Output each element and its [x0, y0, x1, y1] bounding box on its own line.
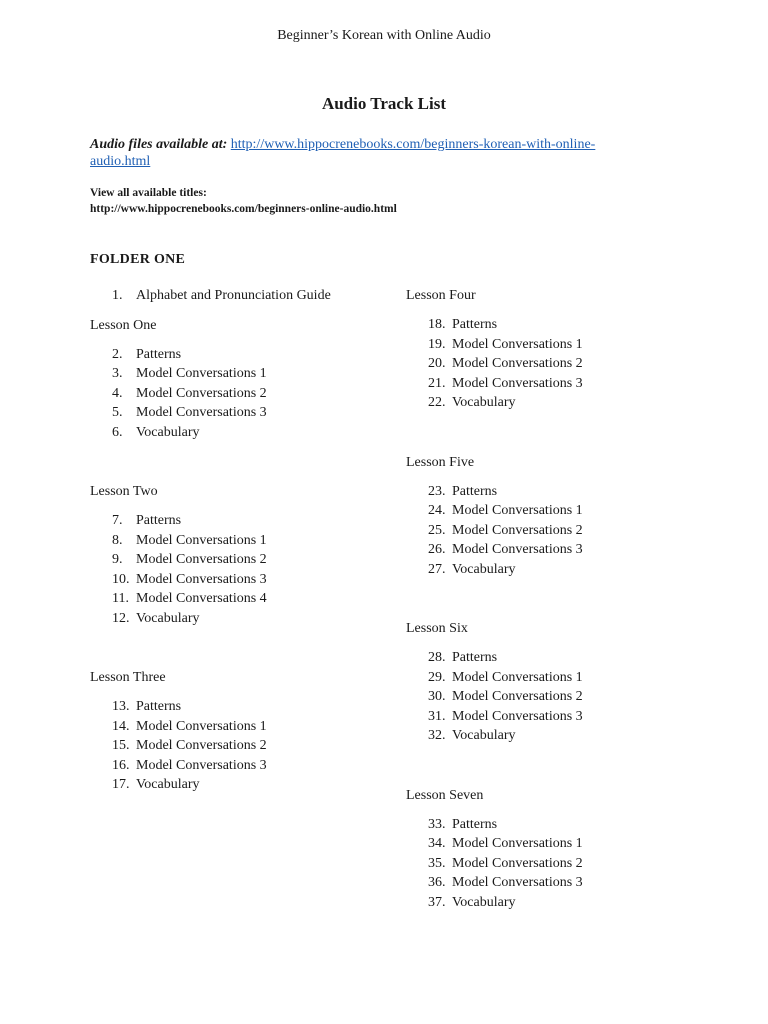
lesson-heading: Lesson Seven [406, 787, 484, 803]
track-item[interactable] [428, 393, 706, 413]
lesson-heading: Lesson Six [406, 621, 468, 636]
lesson-six [406, 619, 706, 746]
track-number: 6. [112, 424, 123, 440]
track-item[interactable] [428, 668, 706, 688]
track-number: 13. [112, 699, 130, 714]
track-item[interactable] [428, 854, 706, 874]
track-label: Model Conversations 3 [452, 542, 583, 557]
track-label: Patterns [452, 650, 498, 665]
track-label: Patterns [452, 816, 498, 832]
track-number: 11. [112, 591, 129, 606]
track-number: 23. [428, 483, 446, 499]
track-number: 33. [428, 816, 446, 832]
track-item[interactable] [112, 384, 390, 404]
available-titles-block [90, 185, 650, 217]
track-number: 12. [112, 610, 130, 626]
track-item[interactable] [428, 560, 706, 580]
track-label: Patterns [136, 346, 182, 362]
track-label: Patterns [136, 699, 182, 714]
track-item[interactable] [112, 345, 390, 365]
track-label: Model Conversations 2 [452, 356, 583, 371]
track-number: 4. [112, 385, 123, 401]
track-item[interactable] [428, 335, 706, 355]
track-label: Patterns [136, 513, 182, 528]
track-label: Alphabet and Pronunciation Guide [136, 288, 331, 303]
track-number: 17. [112, 777, 130, 792]
track-label: Patterns [452, 483, 498, 499]
track-item[interactable] [112, 775, 390, 795]
track-item[interactable] [112, 531, 390, 551]
track-label: Model Conversations 2 [136, 738, 267, 753]
available-titles-url: http://www.hippocrenebooks.com/beginners-online-audio.html [90, 203, 397, 215]
track-item[interactable] [428, 482, 706, 502]
track-label: Model Conversations 2 [136, 552, 267, 567]
lesson-three [90, 668, 390, 795]
track-label: Model Conversations 2 [452, 522, 583, 538]
track-number: 27. [428, 561, 446, 577]
track-label: Vocabulary [136, 424, 200, 440]
audio-files-link[interactable]: http://www.hippocrenebooks.com/beginners-korean-with-online-audio.html [90, 137, 596, 169]
track-item[interactable] [112, 511, 390, 531]
track-item[interactable] [428, 540, 706, 560]
track-label: Model Conversations 1 [452, 503, 583, 518]
track-item[interactable] [428, 315, 706, 335]
track-item[interactable] [112, 717, 390, 737]
track-item[interactable] [428, 893, 706, 913]
track-number: 7. [112, 513, 123, 528]
track-label: Vocabulary [452, 894, 516, 910]
lesson-heading: Lesson Four [406, 288, 476, 303]
track-item[interactable] [112, 756, 390, 776]
track-item[interactable] [112, 364, 390, 384]
running-header: Beginner’s Korean with Online Audio [277, 28, 491, 43]
track-number: 31. [428, 708, 446, 724]
track-item[interactable] [112, 286, 390, 306]
track-number: 28. [428, 650, 446, 665]
track-label: Vocabulary [452, 395, 516, 410]
track-number: 25. [428, 522, 446, 538]
track-label: Vocabulary [452, 728, 516, 743]
track-item[interactable] [428, 707, 706, 727]
track-item[interactable] [112, 609, 390, 629]
track-number: 1. [112, 288, 123, 303]
track-item[interactable] [428, 501, 706, 521]
track-label: Model Conversations 1 [136, 718, 267, 734]
track-label: Model Conversations 1 [136, 366, 267, 381]
track-label: Vocabulary [452, 561, 516, 577]
track-number: 34. [428, 836, 446, 851]
track-number: 35. [428, 855, 446, 871]
track-label: Model Conversations 2 [452, 855, 583, 871]
track-number: 21. [428, 375, 446, 391]
track-label: Vocabulary [136, 610, 200, 626]
track-label: Model Conversations 1 [452, 669, 583, 685]
track-item[interactable] [112, 403, 390, 423]
right-column [406, 286, 706, 912]
track-item[interactable] [428, 648, 706, 668]
lesson-seven [406, 786, 706, 913]
track-number: 16. [112, 757, 130, 773]
track-number: 19. [428, 336, 446, 352]
track-item[interactable] [428, 374, 706, 394]
track-item[interactable] [428, 354, 706, 374]
track-label: Model Conversations 3 [136, 405, 267, 420]
lesson-heading: Lesson Five [406, 454, 475, 470]
track-number: 20. [428, 356, 446, 371]
track-number: 29. [428, 669, 446, 685]
track-item[interactable] [428, 834, 706, 854]
track-item[interactable] [428, 521, 706, 541]
track-number: 15. [112, 738, 130, 753]
track-number: 8. [112, 532, 123, 548]
track-label: Model Conversations 3 [136, 757, 267, 773]
track-label: Model Conversations 3 [452, 375, 583, 391]
track-item[interactable] [112, 423, 390, 443]
track-number: 3. [112, 366, 123, 381]
track-label: Model Conversations 1 [452, 336, 583, 352]
track-item[interactable] [112, 570, 390, 590]
track-item[interactable] [112, 697, 390, 717]
folder-heading: FOLDER ONE [90, 252, 186, 267]
page-title: Audio Track List [321, 94, 447, 113]
lesson-four [406, 286, 706, 413]
track-number: 26. [428, 542, 446, 557]
lesson-two [90, 482, 390, 628]
lesson-heading: Lesson One [90, 317, 157, 333]
lesson-five [406, 453, 706, 580]
track-label: Model Conversations 4 [136, 591, 267, 606]
lesson-heading: Lesson Two [90, 484, 158, 499]
available-titles-label: View all available titles: [90, 187, 207, 199]
track-label: Vocabulary [136, 777, 200, 792]
track-number: 5. [112, 405, 123, 420]
track-number: 18. [428, 317, 446, 332]
track-number: 22. [428, 395, 446, 410]
track-number: 9. [112, 552, 123, 567]
track-number: 36. [428, 875, 446, 890]
track-number: 32. [428, 728, 446, 743]
audio-files-label: Audio files available at: [90, 137, 228, 152]
track-number: 14. [112, 718, 130, 734]
track-item[interactable] [428, 873, 706, 893]
lesson-one [90, 316, 390, 443]
track-label: Model Conversations 2 [452, 689, 583, 704]
lesson-heading: Lesson Three [90, 670, 166, 685]
track-label: Model Conversations 1 [452, 836, 583, 851]
track-label: Model Conversations 3 [452, 708, 583, 724]
track-number: 37. [428, 894, 446, 910]
track-number: 30. [428, 689, 446, 704]
track-item[interactable] [428, 687, 706, 707]
track-label: Model Conversations 2 [136, 385, 267, 401]
track-label: Model Conversations 3 [136, 571, 267, 587]
track-item[interactable] [112, 736, 390, 756]
track-label: Model Conversations 1 [136, 532, 267, 548]
track-label: Patterns [452, 317, 498, 332]
track-item[interactable] [112, 589, 390, 609]
left-column [90, 286, 390, 795]
track-item[interactable] [112, 550, 390, 570]
track-number: 2. [112, 346, 123, 362]
track-number: 10. [112, 571, 130, 587]
audio-files-line [90, 136, 650, 170]
track-number: 24. [428, 503, 446, 518]
track-item[interactable] [428, 726, 706, 746]
track-item[interactable] [428, 815, 706, 835]
track-label: Model Conversations 3 [452, 875, 583, 890]
